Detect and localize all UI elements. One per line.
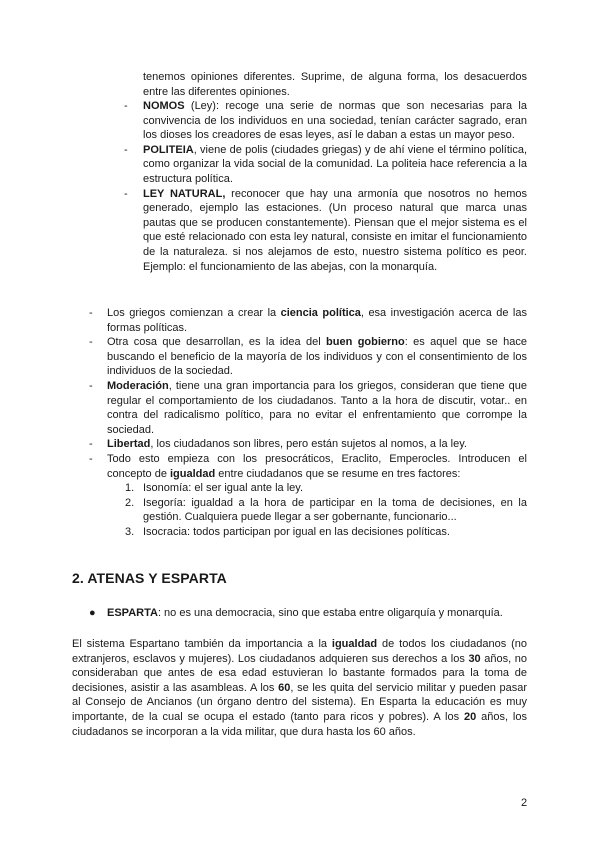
term-politeia: POLITEIA (143, 143, 194, 156)
factor-text: Isocracia: todos participan por igual en las decisiones políticas. (143, 525, 450, 538)
factor-number: 1. (125, 482, 135, 495)
dash-marker: - (89, 452, 93, 465)
list-item-buen-gobierno (89, 335, 527, 379)
bold-term: Libertad (107, 438, 151, 451)
section-title: 2. ATENAS Y ESPARTA (72, 570, 227, 586)
bold-term: Moderación (107, 379, 169, 392)
continuation-text: tenemos opiniones diferentes. Suprime, de alguna forma, los desacuerdos entre las diferentes opiniones. (143, 71, 527, 98)
bold-number: 20 (463, 710, 477, 723)
paragraph-text: de todos los ciudadanos (no extranjeros, esclavos y mujeres). Los ciudadanos adquieren sus derechos a los (72, 638, 527, 665)
item-text: Otra cosa que desarrollan, es la idea del (107, 336, 327, 349)
paragraph-text: , se les quita del servicio militar y pueden pasar al Consejo de Ancianos (un órgano dentro del sistema). En Esparta la educación es muy importante, de la cual se ocupa el estado (tanto para ricos y pobres). A los (72, 681, 528, 723)
page-number: 2 (521, 797, 528, 809)
item-text: entre ciudadanos que se resume en tres factores: (215, 467, 461, 480)
list-item-ciencia-politica (89, 306, 527, 335)
dash-marker: - (89, 336, 93, 349)
paragraph-text: años, no consideraban que antes de esa edad estuvieran lo bastante formados para la toma de decisiones, asistir a las asambleas. A los (72, 652, 527, 694)
factor-number: 2. (125, 496, 135, 509)
dash-marker: - (124, 187, 128, 200)
item-text: , esa investigación acerca de las formas políticas. (107, 307, 527, 334)
esparta-text: : no es una democracia, sino que estaba entre oligarquía y monarquía. (157, 607, 503, 619)
ley-natural-text: reconocer que hay una armonía que nosotros no hemos generado, ejemplo las estaciones. (Un proceso natural que marca unas pautas que se producen constantemente). Piensan que el mejor sistema es el que esté relacionado con esta ley natural, consiste en imitar el funcionamiento de la naturaleza. si nos alejamos de esto, nuestro sistema político es peor. Ejemplo: el funcionamiento de las abejas, con la monarquía. (143, 187, 527, 273)
list-item-nomos (124, 99, 527, 143)
factor-number: 3. (125, 525, 135, 538)
factor-text: Isonomía: el ser igual ante la ley. (143, 482, 303, 495)
factors-list (125, 481, 527, 539)
item-text: , los ciudadanos son libres, pero están sujetos al nomos, a la ley. (150, 438, 467, 451)
factor-text: Isegoría: igualdad a la hora de participar en la toma de decisiones, en la gestión. Cualquiera puede llegar a ser gobernante, funcionario... (143, 496, 527, 524)
list-item-ley-natural (124, 187, 527, 275)
list-item-igualdad (89, 452, 527, 540)
dash-marker: - (124, 100, 128, 112)
factor-item (125, 481, 527, 496)
bullet-esparta (89, 606, 503, 621)
esparta-paragraph (72, 637, 527, 739)
bold-term: igualdad (331, 638, 378, 650)
term-esparta: ESPARTA (107, 607, 158, 619)
item-text: Todo esto empieza con los presocráticos, Eraclito, Emperocles. Introducen el concepto de (107, 452, 527, 480)
nomos-text: (Ley): recoge una serie de normas que son necesarias para la convivencia de los individuos en una sociedad, tenían carácter sagrado, eran los dioses los creadores de esas leyes, así le daban a estas un mayor peso. (143, 100, 527, 142)
item-text: , tiene una gran importancia para los griegos, consideran que tiene que regular el comportamiento de los ciudadanos. Tanto a la hora de discutir, votar.. en contra del radicalismo político, para no evitar el enfrentamiento que corrompe la sociedad. (107, 379, 527, 436)
list-item-moderacion (89, 379, 527, 437)
list-item-politeia (124, 143, 527, 187)
politeia-text: , viene de polis (ciudades griegas) y de ahí viene el término política, como organizar la vida social de la comunidad. La politeia hace referencia a la estructura política. (143, 143, 527, 185)
dash-marker: - (124, 143, 128, 156)
concept-list (124, 99, 527, 274)
bold-number: 30 (468, 652, 481, 665)
factor-item (125, 525, 527, 540)
term-ley-natural: LEY NATURAL, (143, 187, 226, 200)
paragraph-text: años, los ciudadanos se incorporan a la vida militar, que dura hasta los 60 años. (72, 710, 527, 738)
item-text: Los griegos comienzan a crear la (107, 307, 281, 319)
dash-marker: - (89, 438, 93, 451)
main-points-list (89, 306, 527, 540)
term-nomos: NOMOS (143, 100, 185, 112)
dash-marker: - (89, 307, 93, 319)
item-text: : es aquel que se hace buscando el beneficio de la mayoría de los individuos y con el consentimiento de los individuos de la sociedad. (107, 336, 527, 378)
bullet-dot: ● (89, 607, 96, 619)
bold-term: buen gobierno (326, 336, 405, 349)
paragraph-text: El sistema Espartano también da importancia a la (72, 638, 332, 650)
bold-number: 60 (278, 681, 291, 694)
list-item-libertad (89, 437, 527, 452)
bold-term: igualdad (170, 467, 216, 480)
factor-item (125, 496, 527, 525)
dash-marker: - (89, 379, 93, 392)
bold-term: ciencia política (280, 307, 361, 319)
